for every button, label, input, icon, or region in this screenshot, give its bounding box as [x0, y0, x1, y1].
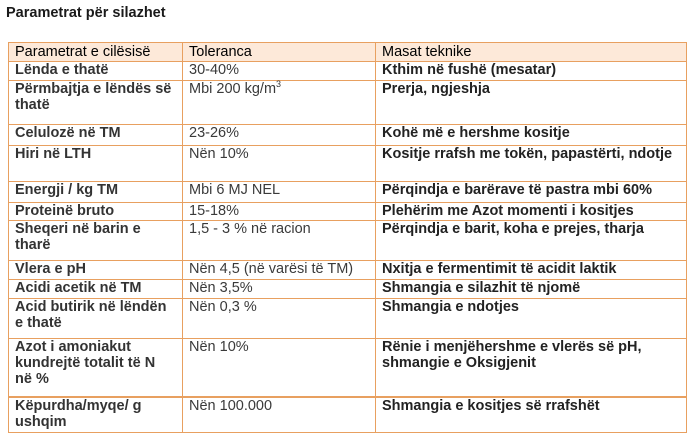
table-row	[9, 125, 687, 146]
measure-cell: Prerja, ngjeshja	[376, 81, 687, 125]
table-row	[9, 146, 687, 182]
parameter-cell: Këpurdha/myqe/ g ushqim	[9, 397, 183, 433]
measure-cell: Shmangia e kositjes së rrafshët	[376, 397, 687, 433]
tolerance-cell: Nën 3,5%	[183, 280, 376, 299]
tolerance-text: Mbi 200 kg/m	[189, 81, 277, 97]
measure-cell: Kositje rrafsh me tokën, papastërti, ndotje	[376, 146, 687, 182]
table-row	[9, 397, 687, 433]
parameter-cell: Sheqeri në barin e tharë	[9, 221, 183, 261]
tolerance-cell: Nën 4,5 (në varësi të TM)	[183, 261, 376, 280]
parameter-cell: Proteinë bruto	[9, 203, 183, 221]
header-measures: Masat teknike	[376, 43, 687, 62]
tolerance-cell	[183, 81, 376, 125]
parameter-cell: Acidi acetik në TM	[9, 280, 183, 299]
measure-cell: Plehërim me Azot momenti i kositjes	[376, 203, 687, 221]
tolerance-cell: 15-18%	[183, 203, 376, 221]
tolerance-cell: Nën 10%	[183, 146, 376, 182]
tolerance-superscript: 3	[276, 79, 282, 90]
parameter-cell: Acid butirik në lëndën e thatë	[9, 299, 183, 339]
measure-cell: Nxitja e fermentimit të acidit laktik	[376, 261, 687, 280]
measure-cell: Shmangia e ndotjes	[376, 299, 687, 339]
table-row	[9, 81, 687, 125]
parameter-cell: Celulozë në TM	[9, 125, 183, 146]
table-header-row	[9, 43, 687, 62]
tolerance-cell: 30-40%	[183, 62, 376, 81]
header-tolerance: Toleranca	[183, 43, 376, 62]
measure-cell: Rënie i menjëhershme e vlerës së pH, shmangie e Oksigjenit	[376, 339, 687, 397]
measure-cell: Kthim në fushë (mesatar)	[376, 62, 687, 81]
table-row	[9, 221, 687, 261]
table-row	[9, 182, 687, 203]
measure-cell: Përqindja e barërave të pastra mbi 60%	[376, 182, 687, 203]
parameter-cell: Lënda e thatë	[9, 62, 183, 81]
tolerance-cell: 23-26%	[183, 125, 376, 146]
page-title: Parametrat për silazhet	[6, 5, 166, 21]
tolerance-cell: Nën 10%	[183, 339, 376, 397]
tolerance-cell: Mbi 6 MJ NEL	[183, 182, 376, 203]
measure-cell: Kohë më e hershme kositje	[376, 125, 687, 146]
measure-cell: Përqindja e barit, koha e prejes, tharja	[376, 221, 687, 261]
parameter-cell: Energji / kg TM	[9, 182, 183, 203]
table-row	[9, 261, 687, 280]
parameter-cell: Vlera e pH	[9, 261, 183, 280]
measure-cell: Shmangia e silazhit të njomë	[376, 280, 687, 299]
parameter-cell: Azot i amoniakut kundrejtë totalit të N në %	[9, 339, 183, 397]
table-row	[9, 339, 687, 397]
tolerance-cell: Nën 0,3 %	[183, 299, 376, 339]
parameter-cell: Përmbajtja e lëndës së thatë	[9, 81, 183, 125]
table-row	[9, 299, 687, 339]
header-parameters: Parametrat e cilësisë	[9, 43, 183, 62]
parameters-table	[8, 42, 687, 433]
parameter-cell: Hiri në LTH	[9, 146, 183, 182]
table-row	[9, 280, 687, 299]
table-row	[9, 203, 687, 221]
tolerance-cell: Nën 100.000	[183, 397, 376, 433]
table-row	[9, 62, 687, 81]
tolerance-cell: 1,5 - 3 % në racion	[183, 221, 376, 261]
